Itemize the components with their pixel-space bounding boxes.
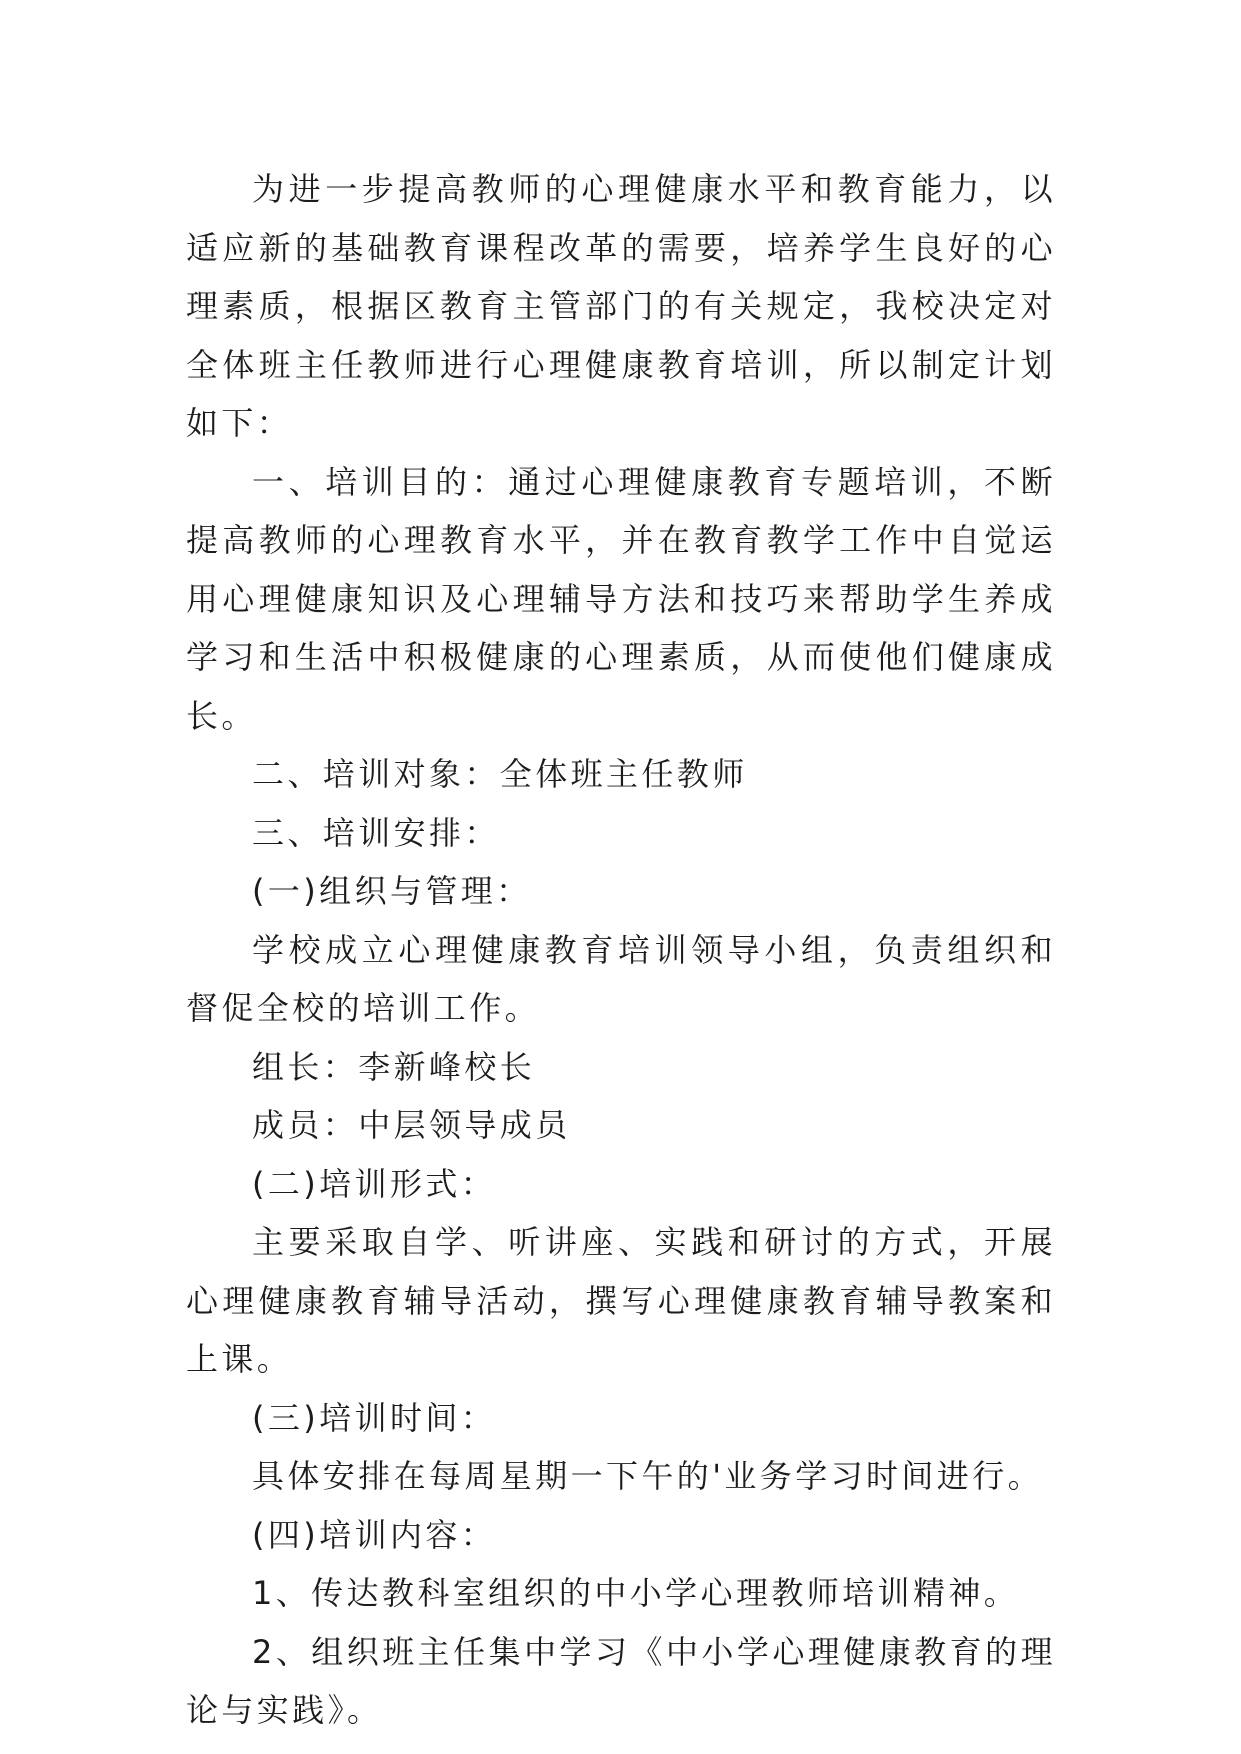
- document-body: [186, 160, 1056, 1740]
- training-time-subheading: (三)培训时间：: [252, 1398, 497, 1437]
- training-content-item-2: 2、组织班主任集中学习《中小学心理健康教育的理论与实践》。: [186, 1632, 1056, 1729]
- organization-paragraph: 学校成立心理健康教育培训领导小组，负责组织和督促全校的培训工作。: [186, 930, 1056, 1027]
- training-content-subheading: (四)培训内容：: [252, 1515, 497, 1554]
- intro-paragraph: 为进一步提高教师的心理健康水平和教育能力，以适应新的基础教育课程改革的需要，培养学生良好的心理素质，根据区教育主管部门的有关规定，我校决定对全体班主任教师进行心理健康教育培训，所以制定计划如下：: [186, 170, 1056, 442]
- training-target-paragraph: 二、培训对象：全体班主任教师: [252, 755, 748, 793]
- training-time-paragraph: 具体安排在每周星期一下午的'业务学习时间进行。: [252, 1457, 1043, 1495]
- group-leader-line: 组长：李新峰校长: [252, 1047, 536, 1086]
- training-purpose-paragraph: 一、培训目的：通过心理健康教育专题培训，不断提高教师的心理教育水平，并在教育教学工作中自觉运用心理健康知识及心理辅导方法和技巧来帮助学生养成学习和生活中积极健康的心理素质，从而使他们健康成长。: [186, 462, 1056, 735]
- training-arrangement-heading: 三、培训安排：: [252, 813, 500, 852]
- training-content-item-1: 1、传达教科室组织的中小学心理教师培训精神。: [252, 1574, 1020, 1612]
- organization-subheading: (一)组织与管理：: [252, 872, 532, 910]
- training-form-paragraph: 主要采取自学、听讲座、实践和研讨的方式，开展心理健康教育辅导活动，撰写心理健康教育辅导教案和上课。: [186, 1223, 1056, 1378]
- group-members-line: 成员：中层领导成员: [252, 1106, 571, 1144]
- training-form-subheading: (二)培训形式：: [252, 1164, 497, 1203]
